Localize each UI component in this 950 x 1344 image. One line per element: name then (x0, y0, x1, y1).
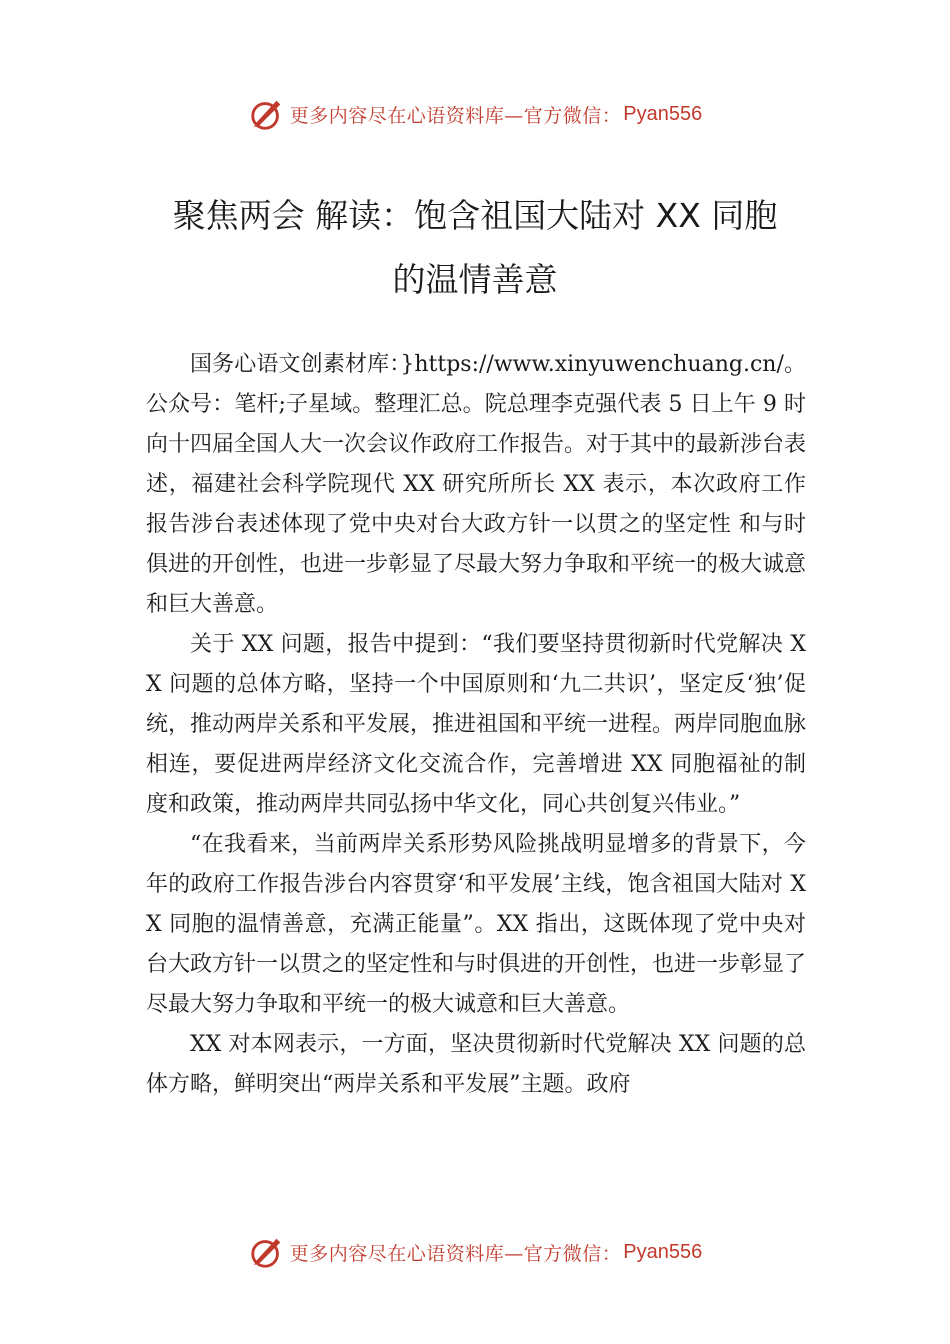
paragraph-3: “在我看来，当前两岸关系形势风险挑战明显增多的背景下，今年的政府工作报告涉台内容贯穿‘和平发展’主线，饱含祖国大陆对 XX 同胞的温情善意，充满正能量”。XX 指出，这既体现了党中央对台大政方针一以贯之的坚定性和与时俱进的开创性，也进一步彰显了尽最大努力争取和平统一的极大诚意和巨大善意。 (146, 832, 807, 1017)
quill-logo-icon (248, 95, 286, 133)
paragraph-4: XX 对本网表示，一方面，坚决贯彻新时代党解决 XX 问题的总体方略，鲜明突出“两岸关系和平发展”主题。政府 (146, 1032, 806, 1097)
title-line-1: 聚焦两会 解读：饱含祖国大陆对 XX 同胞 (172, 196, 778, 235)
article-body (146, 345, 806, 1105)
paragraph-1: 国务心语文创素材库：}https://www.xinyuwenchuang.cn/。公众号：笔杆;子星域。整理汇总。院总理李克强代表 5 日上午 9 时向十四届全国人大一次会议作政府工作报告。对于其中的最新涉台表述，福建社会科学院现代 XX 研究所所长 XX 表示，本次政府工作报告涉台表述体现了党中央对台大政方针一以贯之的坚定性 和与时俱进的开创性，也进一步彰显了尽最大努力争取和平统一的极大诚意和巨大善意。 (146, 352, 807, 617)
footer-banner (0, 1230, 950, 1274)
footer-brand-text: 更多内容尽在心语资料库—官方微信： (289, 1242, 622, 1265)
document-title (100, 184, 850, 312)
banner-brand-text: 更多内容尽在心语资料库—官方微信： (289, 104, 622, 127)
paragraph-2: 关于 XX 问题，报告中提到：“我们要坚持贯彻新时代党解决 XX 问题的总体方略，坚持一个中国原则和‘九二共识’，坚定反‘独’促统，推动两岸关系和平发展，推进祖国和平统一进程。两岸同胞血脉相连，要促进两岸经济文化交流合作，完善增进 XX 同胞福祉的制度和政策，推动两岸共同弘扬中华文化，同心共创复兴伟业。” (146, 632, 807, 817)
header-banner (0, 92, 950, 136)
footer-wechat-id: Pyan556 (623, 1240, 703, 1263)
banner-wechat-id: Pyan556 (623, 102, 703, 125)
quill-logo-icon (248, 1233, 286, 1271)
title-line-2: 的温情善意 (392, 260, 558, 299)
